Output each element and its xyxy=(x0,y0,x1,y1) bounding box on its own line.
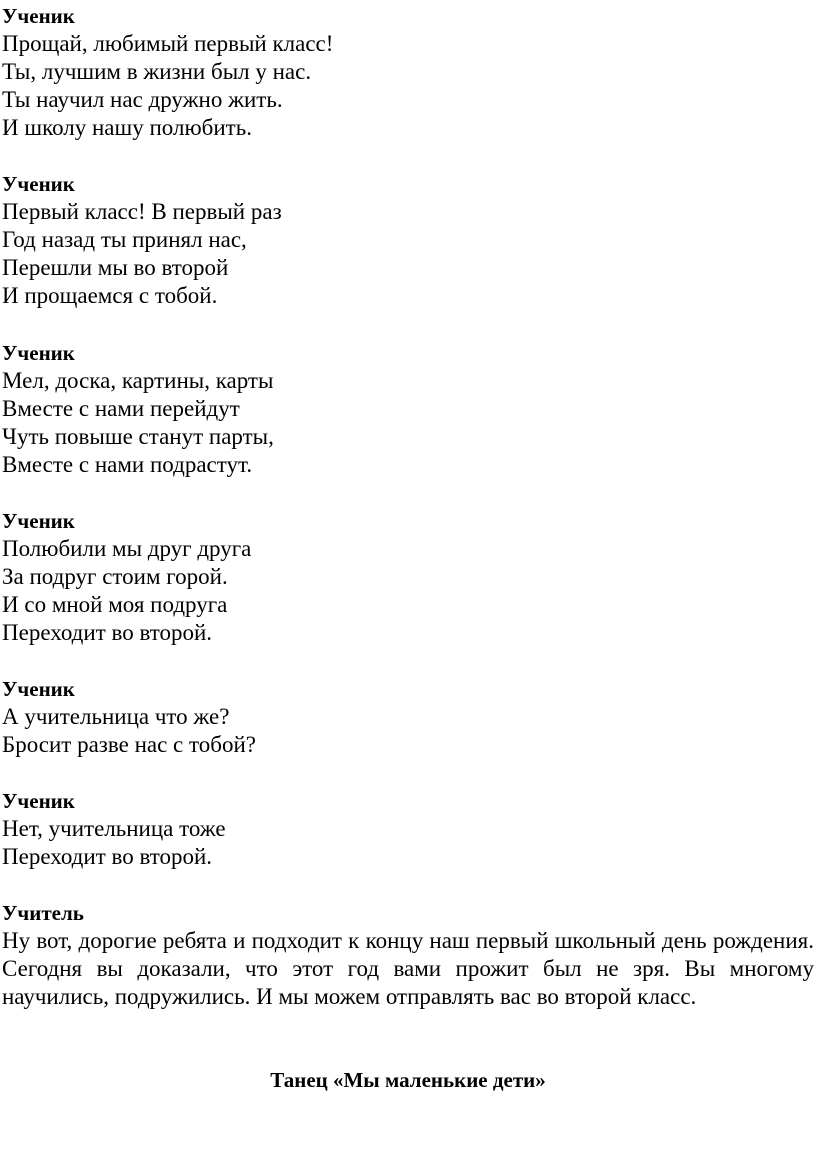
speaker-label: Ученик xyxy=(2,677,75,701)
verse-line: Ты научил нас дружно жить. xyxy=(2,87,283,112)
verse-line: Первый класс! В первый раз xyxy=(2,199,282,224)
verse-line: Перешли мы во второй xyxy=(2,255,229,280)
teacher-label: Учитель xyxy=(2,901,84,925)
stanza-2 xyxy=(2,170,814,310)
verse-line: Переходит во второй. xyxy=(2,620,213,645)
stanza-1 xyxy=(2,2,814,142)
teacher-section xyxy=(2,899,814,1011)
verse-line: Вместе с нами подрастут. xyxy=(2,452,253,477)
verse-line: А учительница что же? xyxy=(2,704,230,729)
verse-line: И со мной моя подруга xyxy=(2,592,228,617)
verse-line: Полюбили мы друг друга xyxy=(2,536,252,561)
verse-line: Вместе с нами перейдут xyxy=(2,396,240,421)
stanza-4 xyxy=(2,507,814,647)
verse-line: Нет, учительница тоже xyxy=(2,816,226,841)
speaker-label: Ученик xyxy=(2,341,75,365)
teacher-speech: Ну вот, дорогие ребята и подходит к концу наш первый школьный день рождения. Сегодня вы доказали, что этот год вами прожит был не зря. Вы многому научились, подружились. И мы можем отправлять вас во второй класс. xyxy=(2,928,814,1009)
verse-line: Ты, лучшим в жизни был у нас. xyxy=(2,59,312,84)
speaker-label: Ученик xyxy=(2,4,75,28)
verse-line: Мел, доска, картины, карты xyxy=(2,368,274,393)
verse-line: Бросит разве нас с тобой? xyxy=(2,732,256,757)
verse-line: И прощаемся с тобой. xyxy=(2,283,218,308)
stanza-3 xyxy=(2,339,814,479)
speaker-label: Ученик xyxy=(2,789,75,813)
verse-line: И школу нашу полюбить. xyxy=(2,115,252,140)
stanza-6 xyxy=(2,787,814,871)
speaker-label: Ученик xyxy=(2,509,75,533)
dance-title: Танец «Мы маленькие дети» xyxy=(270,1068,546,1092)
verse-line: Год назад ты принял нас, xyxy=(2,227,247,252)
stanza-5 xyxy=(2,675,814,759)
speaker-label: Ученик xyxy=(2,172,75,196)
verse-line: Чуть повыше станут парты, xyxy=(2,424,274,449)
verse-line: Прощай, любимый первый класс! xyxy=(2,31,334,56)
verse-line: За подруг стоим горой. xyxy=(2,564,228,589)
verse-line: Переходит во второй. xyxy=(2,844,213,869)
